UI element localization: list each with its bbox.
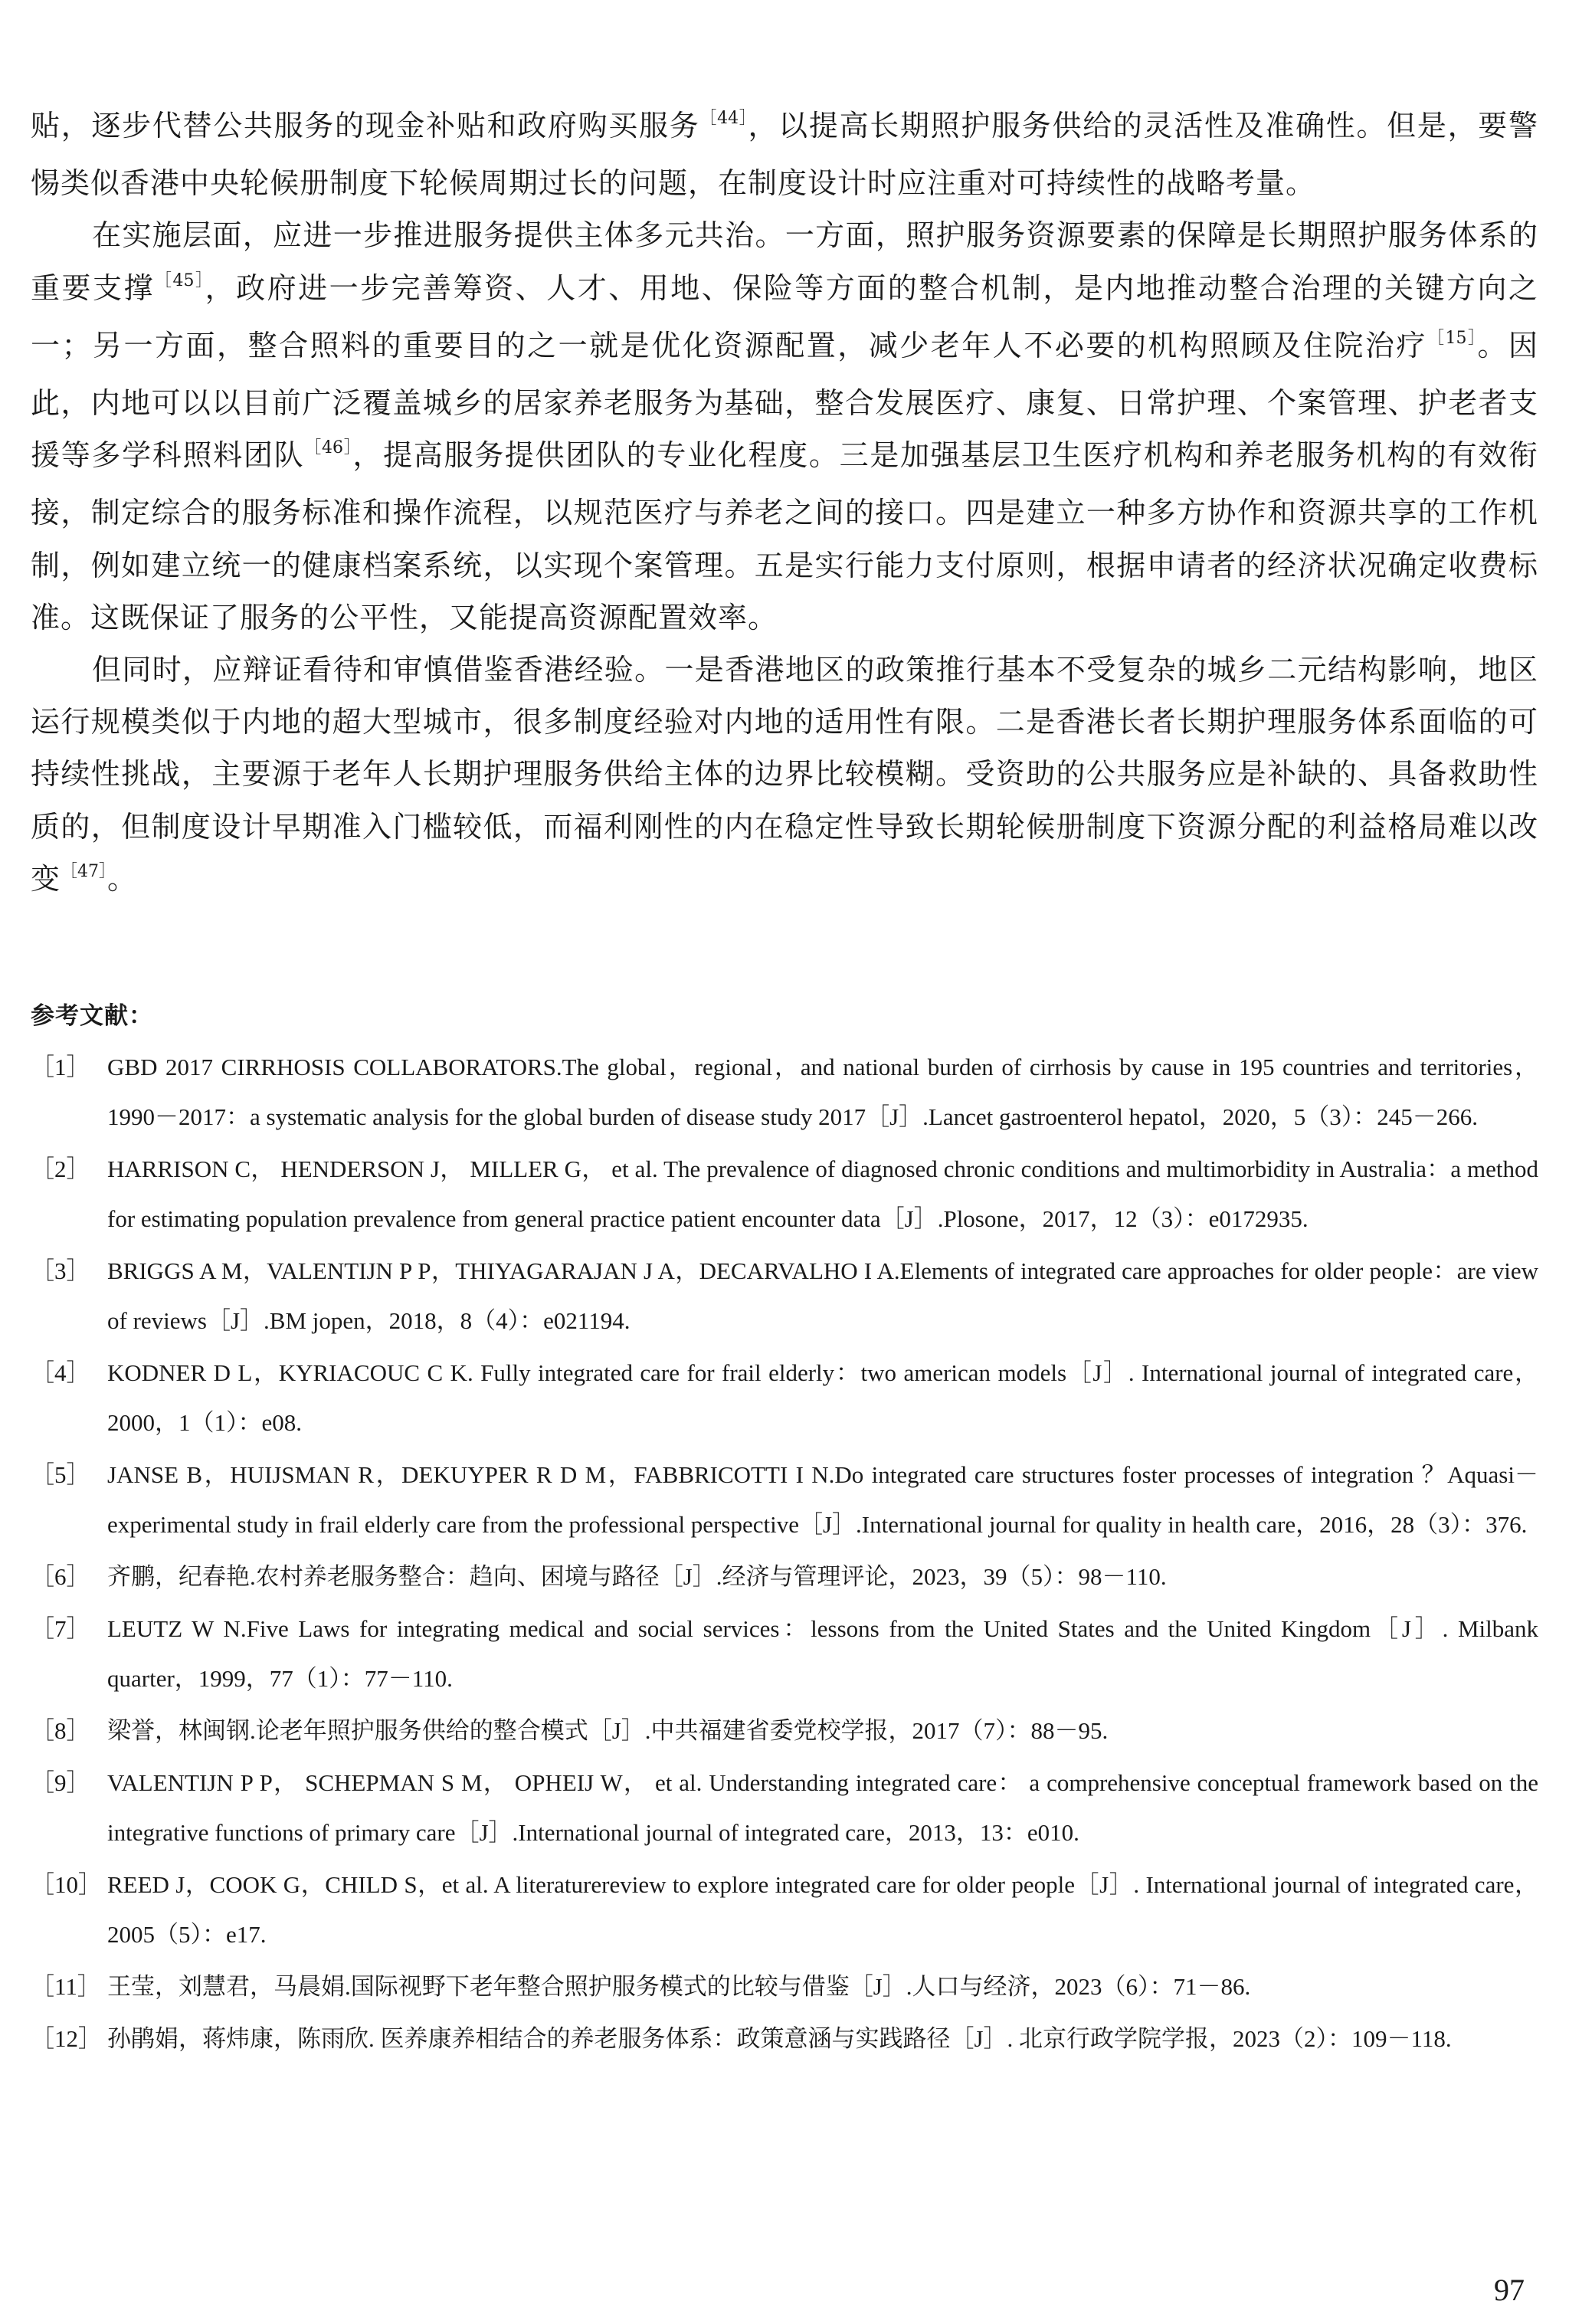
reference-item bbox=[31, 1552, 1538, 1601]
citation-marker: ［46］ bbox=[304, 438, 353, 458]
reference-text: REED J，COOK G，CHILD S，et al. A literaturereview to explore integrated care for older people［J］. International journal of integrated care，2005（5）：e17. bbox=[107, 1871, 1538, 1948]
body-paragraph bbox=[31, 100, 1538, 209]
reference-number: ［7］ bbox=[31, 1615, 90, 1642]
reference-text: BRIGGS A M，VALENTIJN P P，THIYAGARAJAN J A，DECARVALHO I A.Elements of integrated care approaches for older people：are view of reviews［J］.BM jopen，2018，8（4）：e021194. bbox=[107, 1257, 1538, 1334]
reference-item bbox=[31, 1706, 1538, 1755]
paragraph-text: 。 bbox=[107, 861, 138, 896]
reference-text: 齐鹏，纪春艳.农村养老服务整合：趋向、困境与路径［J］.经济与管理评论，2023，39（5）：98－110. bbox=[107, 1563, 1167, 1590]
reference-item bbox=[31, 1144, 1538, 1244]
reference-number: ［10］ bbox=[31, 1871, 102, 1898]
reference-item bbox=[31, 1604, 1538, 1703]
reference-text: GBD 2017 CIRRHOSIS COLLABORATORS.The global，regional，and national burden of cirrhosis by cause in 195 countries and territories，1990－2017：a systematic analysis for the global burden of disease study 2017［J］.Lancet gastroenterol hepatol，2020，5（3）：245－266. bbox=[107, 1054, 1538, 1130]
reference-number: ［1］ bbox=[31, 1054, 90, 1080]
paragraph-text: ，以提高长期照护服务供给的灵活性及准确性。但是，要警惕类似香港中央轮候册制度下轮候周期过长的问题，在制度设计时应注重对可持续性的战略考量。 bbox=[31, 109, 1538, 201]
citation-marker: ［44］ bbox=[699, 109, 748, 128]
reference-item bbox=[31, 1450, 1538, 1549]
reference-text: KODNER D L，KYRIACOUC C K. Fully integrated care for frail elderly：two american models［J］. International journal of integrated care，2000，1（1）：e08. bbox=[107, 1359, 1538, 1436]
reference-number: ［2］ bbox=[31, 1155, 90, 1182]
reference-item bbox=[31, 1962, 1538, 2011]
reference-text: LEUTZ W N.Five Laws for integrating medical and social services：lessons from the United States and the United Kingdom［J］. Milbank quarter，1999，77（1）：77－110. bbox=[107, 1615, 1538, 1692]
reference-number: ［5］ bbox=[31, 1461, 90, 1488]
reference-text: VALENTIJN P P， SCHEPMAN S M， OPHEIJ W， et al. Understanding integrated care： a comprehensive conceptual framework based on the integrative functions of primary care［J］.International journal of integrated care，2013，13：e010. bbox=[107, 1769, 1538, 1846]
reference-item bbox=[31, 1246, 1538, 1346]
reference-text: HARRISON C， HENDERSON J， MILLER G， et al. The prevalence of diagnosed chronic conditions and multimorbidity in Australia：a method for estimating population prevalence from general practice patient encounter data［J］.Plosone，2017，12（3）：e0172935. bbox=[107, 1155, 1538, 1232]
reference-text: JANSE B，HUIJSMAN R，DEKUYPER R D M，FABBRICOTTI I N.Do integrated care structures foster processes of integration ？Aquasi－experimental study in frail elderly care from the professional perspective［J］.International journal for quality in health care，2016，28（3）：376. bbox=[107, 1461, 1538, 1538]
reference-text: 王莹，刘慧君，马晨娟.国际视野下老年整合照护服务模式的比较与借鉴［J］.人口与经济，2023（6）：71－86. bbox=[107, 1973, 1251, 2000]
paragraph-text: ，提高服务提供团队的专业化程度。三是加强基层卫生医疗机构和养老服务机构的有效衔接，制定综合的服务标准和操作流程，以规范医疗与养老之间的接口。四是建立一种多方协作和资源共享的工作机制，例如建立统一的健康档案系统，以实现个案管理。五是实行能力支付原则，根据申请者的经济状况确定收费标准。这既保证了服务的公平性，又能提高资源配置效率。 bbox=[31, 438, 1538, 634]
references-heading: 参考文献： bbox=[31, 1002, 153, 1030]
body-paragraph bbox=[31, 644, 1538, 910]
paragraph-text: 在实施层面，应进一步推进服务提供主体多元共治。一方面，照护服务资源要素的保障是长期照护服务体系的重要支撑 bbox=[31, 218, 1538, 305]
body-paragraph bbox=[31, 209, 1538, 644]
page-number: 97 bbox=[1494, 2273, 1525, 2307]
paragraph-text: 。因此，内地可以以目前广泛覆盖城乡的居家养老服务为基础，整合发展医疗、康复、日常护理、个案管理、护老者支援等多学科照料团队 bbox=[31, 328, 1538, 473]
reference-text: 孙鹃娟，蒋炜康，陈雨欣. 医养康养相结合的养老服务体系：政策意涵与实践路径［J］. 北京行政学院学报，2023（2）：109－118. bbox=[107, 2025, 1452, 2052]
reference-number: ［6］ bbox=[31, 1563, 90, 1590]
reference-number: ［11］ bbox=[31, 1973, 101, 2000]
reference-number: ［12］ bbox=[31, 2025, 102, 2052]
reference-number: ［3］ bbox=[31, 1257, 90, 1284]
paragraph-text: ，政府进一步完善筹资、人才、用地、保险等方面的整合机制，是内地推动整合治理的关键方向之一；另一方面，整合照料的重要目的之一就是优化资源配置，减少老年人不必要的机构照顾及住院治疗 bbox=[31, 270, 1538, 362]
citation-marker: ［15］ bbox=[1427, 328, 1478, 348]
reference-item bbox=[31, 1758, 1538, 1857]
reference-item bbox=[31, 1042, 1538, 1142]
citation-marker: ［47］ bbox=[61, 861, 108, 881]
reference-list bbox=[31, 1042, 1538, 2066]
reference-number: ［4］ bbox=[31, 1359, 90, 1386]
citation-marker: ［45］ bbox=[155, 270, 205, 290]
paragraph-text: 但同时，应辩证看待和审慎借鉴香港经验。一是香港地区的政策推行基本不受复杂的城乡二元结构影响，地区运行规模类似于内地的超大型城市，很多制度经验对内地的适用性有限。二是香港长者长期护理服务体系面临的可持续性挑战，主要源于老年人长期护理服务供给主体的边界比较模糊。受资助的公共服务应是补缺的、具备救助性质的，但制度设计早期准入门槛较低，而福利刚性的内在稳定性导致长期轮候册制度下资源分配的利益格局难以改变 bbox=[31, 653, 1538, 896]
body-text bbox=[31, 100, 1538, 910]
reference-item bbox=[31, 1860, 1538, 1959]
reference-number: ［8］ bbox=[31, 1717, 90, 1744]
reference-item bbox=[31, 1348, 1538, 1447]
reference-number: ［9］ bbox=[31, 1769, 90, 1796]
reference-item bbox=[31, 2014, 1538, 2063]
reference-text: 梁誉，林闽钢.论老年照护服务供给的整合模式［J］.中共福建省委党校学报，2017（7）：88－95. bbox=[107, 1717, 1109, 1744]
paragraph-text: 贴，逐步代替公共服务的现金补贴和政府购买服务 bbox=[31, 109, 700, 143]
